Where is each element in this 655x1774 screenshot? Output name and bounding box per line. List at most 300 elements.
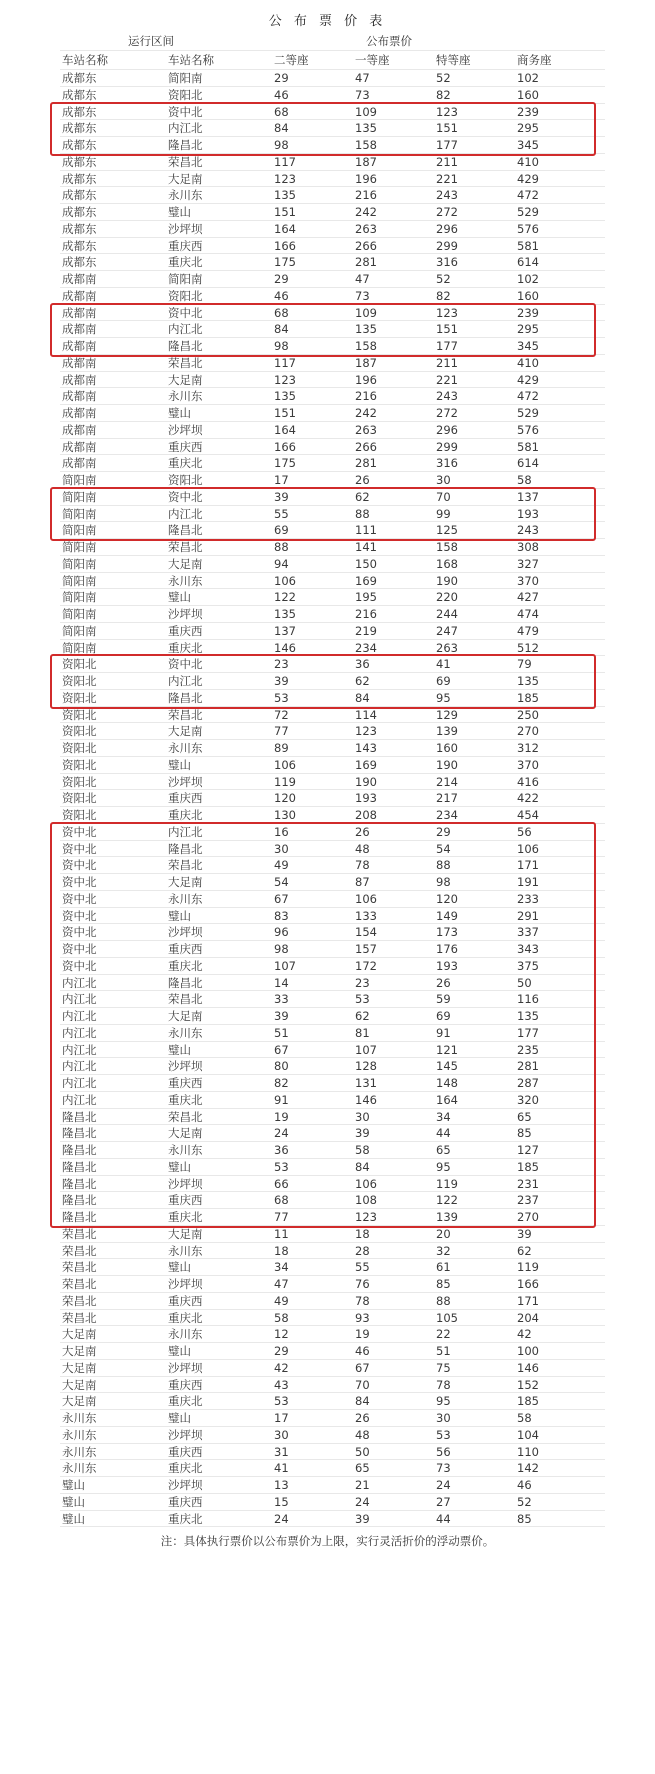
cell-to-station: 重庆西 (168, 439, 203, 454)
cell-premium-class-price: 69 (436, 1009, 451, 1023)
cell-business-class-price: 281 (517, 1059, 539, 1074)
cell-to-station: 重庆西 (168, 942, 203, 956)
cell-first-class-price: 47 (355, 272, 370, 286)
cell-business-class-price: 46 (517, 1478, 532, 1492)
cell-to-station: 永川东 (168, 741, 203, 755)
cell-first-class-price: 84 (355, 690, 370, 705)
cell-first-class-price: 216 (355, 188, 377, 203)
cell-first-class-price: 196 (355, 372, 377, 387)
cell-from-station: 简阳南 (62, 489, 97, 504)
cell-first-class-price: 114 (355, 707, 377, 722)
table-row (60, 171, 605, 188)
cell-second-class-price: 46 (274, 288, 289, 303)
cell-second-class-price: 91 (274, 1092, 289, 1107)
cell-second-class-price: 137 (274, 623, 296, 638)
table-row (60, 723, 605, 740)
table-row (60, 372, 605, 389)
cell-first-class-price: 216 (355, 607, 377, 621)
cell-to-station: 重庆北 (168, 1310, 203, 1325)
cell-second-class-price: 24 (274, 1126, 289, 1141)
cell-first-class-price: 26 (355, 824, 370, 839)
cell-second-class-price: 17 (274, 473, 289, 487)
cell-first-class-price: 65 (355, 1461, 370, 1476)
cell-first-class-price: 47 (355, 71, 370, 85)
cell-first-class-price: 19 (355, 1327, 370, 1342)
cell-from-station: 简阳南 (62, 623, 97, 638)
cell-to-station: 大足南 (168, 1009, 203, 1023)
cell-second-class-price: 53 (274, 690, 289, 705)
cell-second-class-price: 34 (274, 1260, 289, 1275)
cell-premium-class-price: 160 (436, 741, 458, 755)
table-row (60, 1511, 605, 1528)
cell-first-class-price: 281 (355, 255, 377, 270)
table-row (60, 1410, 605, 1427)
table-title: 公 布 票 价 表 (268, 14, 387, 29)
table-row (60, 573, 605, 590)
cell-first-class-price: 58 (355, 1143, 370, 1157)
cell-premium-class-price: 78 (436, 1377, 451, 1392)
cell-to-station: 资阳北 (168, 473, 203, 487)
cell-first-class-price: 84 (355, 1159, 370, 1174)
cell-business-class-price: 337 (517, 925, 539, 940)
cell-business-class-price: 243 (517, 523, 539, 538)
cell-premium-class-price: 70 (436, 489, 451, 504)
cell-from-station: 荣昌北 (62, 1277, 97, 1291)
cell-premium-class-price: 316 (436, 456, 458, 471)
cell-second-class-price: 66 (274, 1176, 289, 1191)
cell-second-class-price: 123 (274, 372, 296, 387)
cell-business-class-price: 193 (517, 506, 539, 521)
cell-business-class-price: 291 (517, 908, 539, 923)
cell-first-class-price: 143 (355, 741, 377, 755)
cell-to-station: 重庆北 (168, 640, 203, 655)
cell-business-class-price: 343 (517, 942, 539, 956)
table-row (60, 422, 605, 439)
cell-to-station: 沙坪坝 (168, 422, 203, 437)
cell-premium-class-price: 164 (436, 1092, 458, 1107)
cell-business-class-price: 581 (517, 439, 539, 454)
cell-second-class-price: 67 (274, 1042, 289, 1057)
cell-business-class-price: 65 (517, 1109, 532, 1124)
cell-first-class-price: 242 (355, 406, 377, 420)
cell-business-class-price: 102 (517, 272, 539, 286)
cell-business-class-price: 204 (517, 1310, 539, 1325)
cell-business-class-price: 250 (517, 707, 539, 722)
cell-business-class-price: 231 (517, 1176, 539, 1191)
cell-to-station: 大足南 (168, 1226, 203, 1241)
cell-second-class-price: 30 (274, 841, 289, 856)
cell-premium-class-price: 32 (436, 1243, 451, 1258)
cell-first-class-price: 109 (355, 305, 377, 320)
cell-second-class-price: 106 (274, 757, 296, 772)
cell-from-station: 资中北 (62, 858, 97, 873)
cell-premium-class-price: 139 (436, 1210, 458, 1224)
cell-from-station: 资中北 (62, 958, 97, 973)
cell-first-class-price: 73 (355, 87, 370, 102)
cell-first-class-price: 28 (355, 1243, 370, 1258)
cell-from-station: 成都东 (62, 238, 97, 253)
cell-first-class-price: 158 (355, 339, 377, 353)
table-row (60, 1326, 605, 1343)
cell-second-class-price: 17 (274, 1411, 289, 1425)
cell-to-station: 重庆西 (168, 1193, 203, 1208)
cell-second-class-price: 88 (274, 540, 289, 554)
cell-second-class-price: 84 (274, 121, 289, 136)
cell-business-class-price: 295 (517, 121, 539, 136)
cell-business-class-price: 85 (517, 1511, 532, 1526)
table-row (60, 388, 605, 405)
cell-to-station: 永川东 (168, 1243, 203, 1258)
col-header-business-class: 商务座 (517, 53, 552, 67)
cell-to-station: 重庆西 (168, 1076, 203, 1090)
cell-second-class-price: 53 (274, 1394, 289, 1409)
cell-to-station: 荣昌北 (168, 355, 203, 370)
cell-to-station: 大足南 (168, 556, 203, 571)
cell-first-class-price: 135 (355, 121, 377, 136)
cell-business-class-price: 152 (517, 1377, 539, 1392)
cell-first-class-price: 30 (355, 1109, 370, 1124)
cell-to-station: 沙坪坝 (168, 1478, 203, 1492)
table-row (60, 1494, 605, 1511)
cell-second-class-price: 107 (274, 958, 296, 973)
cell-from-station: 简阳南 (62, 607, 97, 621)
column-header-row (60, 51, 605, 70)
cell-from-station: 资中北 (62, 942, 97, 956)
cell-premium-class-price: 177 (436, 339, 458, 353)
cell-business-class-price: 529 (517, 205, 539, 219)
cell-to-station: 璧山 (168, 1042, 191, 1057)
cell-second-class-price: 69 (274, 523, 289, 538)
cell-business-class-price: 110 (517, 1444, 539, 1459)
highlight-box (50, 102, 596, 156)
cell-business-class-price: 62 (517, 1243, 532, 1258)
cell-second-class-price: 39 (274, 1009, 289, 1023)
cell-business-class-price: 370 (517, 757, 539, 772)
cell-to-station: 重庆西 (168, 238, 203, 253)
cell-from-station: 隆昌北 (62, 1109, 97, 1124)
cell-from-station: 荣昌北 (62, 1243, 97, 1258)
cell-from-station: 成都南 (62, 272, 97, 286)
cell-business-class-price: 137 (517, 489, 539, 504)
table-row (60, 1377, 605, 1394)
cell-business-class-price: 270 (517, 1210, 539, 1224)
cell-business-class-price: 56 (517, 824, 532, 839)
cell-to-station: 永川东 (168, 1025, 203, 1040)
cell-from-station: 成都东 (62, 138, 97, 152)
cell-premium-class-price: 26 (436, 975, 451, 990)
cell-to-station: 沙坪坝 (168, 1427, 203, 1442)
table-row (60, 589, 605, 606)
cell-business-class-price: 171 (517, 1293, 539, 1308)
cell-business-class-price: 308 (517, 540, 539, 554)
cell-premium-class-price: 221 (436, 372, 458, 387)
cell-first-class-price: 263 (355, 221, 377, 236)
cell-business-class-price: 479 (517, 623, 539, 638)
cell-second-class-price: 14 (274, 975, 289, 990)
cell-from-station: 隆昌北 (62, 1126, 97, 1141)
table-row (60, 1243, 605, 1260)
cell-business-class-price: 472 (517, 389, 539, 404)
cell-first-class-price: 107 (355, 1042, 377, 1057)
cell-from-station: 成都南 (62, 422, 97, 437)
cell-to-station: 重庆北 (168, 958, 203, 973)
cell-second-class-price: 67 (274, 891, 289, 906)
cell-first-class-price: 154 (355, 925, 377, 940)
cell-second-class-price: 120 (274, 791, 296, 806)
cell-second-class-price: 77 (274, 1210, 289, 1224)
cell-second-class-price: 30 (274, 1427, 289, 1442)
cell-second-class-price: 164 (274, 422, 296, 437)
col-header-second-class: 二等座 (274, 53, 309, 67)
cell-premium-class-price: 24 (436, 1478, 451, 1492)
table-row (60, 355, 605, 372)
cell-first-class-price: 39 (355, 1511, 370, 1526)
cell-business-class-price: 191 (517, 875, 539, 889)
cell-premium-class-price: 61 (436, 1260, 451, 1275)
cell-first-class-price: 242 (355, 205, 377, 219)
cell-to-station: 沙坪坝 (168, 1360, 203, 1375)
highlight-box (50, 487, 596, 541)
cell-from-station: 资阳北 (62, 774, 97, 789)
cell-from-station: 永川东 (62, 1427, 97, 1442)
cell-from-station: 简阳南 (62, 556, 97, 571)
table-row (60, 1360, 605, 1377)
cell-to-station: 重庆北 (168, 1461, 203, 1476)
cell-second-class-price: 39 (274, 674, 289, 688)
table-row (60, 204, 605, 221)
cell-second-class-price: 96 (274, 925, 289, 940)
cell-from-station: 内江北 (62, 1042, 97, 1057)
cell-to-station: 沙坪坝 (168, 1176, 203, 1191)
cell-from-station: 璧山 (62, 1478, 85, 1492)
cell-from-station: 成都东 (62, 121, 97, 136)
cell-first-class-price: 128 (355, 1059, 377, 1074)
cell-to-station: 大足南 (168, 1126, 203, 1141)
cell-to-station: 资阳北 (168, 288, 203, 303)
cell-from-station: 资中北 (62, 908, 97, 923)
cell-second-class-price: 98 (274, 138, 289, 152)
table-row (60, 288, 605, 305)
cell-from-station: 内江北 (62, 992, 97, 1007)
cell-to-station: 荣昌北 (168, 540, 203, 554)
table-row (60, 271, 605, 288)
cell-second-class-price: 12 (274, 1327, 289, 1342)
cell-from-station: 资阳北 (62, 657, 97, 672)
cell-second-class-price: 106 (274, 573, 296, 588)
cell-premium-class-price: 168 (436, 556, 458, 571)
cell-to-station: 璧山 (168, 205, 191, 219)
cell-business-class-price: 177 (517, 1025, 539, 1040)
cell-from-station: 成都东 (62, 221, 97, 236)
cell-first-class-price: 106 (355, 1176, 377, 1191)
cell-second-class-price: 98 (274, 942, 289, 956)
cell-first-class-price: 187 (355, 355, 377, 370)
cell-from-station: 资阳北 (62, 808, 97, 822)
cell-business-class-price: 320 (517, 1092, 539, 1107)
cell-to-station: 重庆北 (168, 808, 203, 822)
table-row (60, 455, 605, 472)
cell-premium-class-price: 22 (436, 1327, 451, 1342)
cell-premium-class-price: 151 (436, 322, 458, 337)
cell-business-class-price: 410 (517, 154, 539, 169)
cell-first-class-price: 281 (355, 456, 377, 471)
cell-first-class-price: 24 (355, 1494, 370, 1509)
cell-first-class-price: 46 (355, 1344, 370, 1358)
cell-first-class-price: 108 (355, 1193, 377, 1208)
cell-first-class-price: 109 (355, 104, 377, 119)
cell-second-class-price: 51 (274, 1025, 289, 1040)
table-row (60, 740, 605, 757)
cell-business-class-price: 171 (517, 858, 539, 873)
cell-to-station: 资阳北 (168, 87, 203, 102)
cell-premium-class-price: 247 (436, 623, 458, 638)
cell-first-class-price: 39 (355, 1126, 370, 1141)
cell-premium-class-price: 148 (436, 1076, 458, 1090)
cell-from-station: 大足南 (62, 1327, 97, 1342)
cell-premium-class-price: 177 (436, 138, 458, 152)
cell-first-class-price: 93 (355, 1310, 370, 1325)
cell-second-class-price: 83 (274, 908, 289, 923)
cell-first-class-price: 48 (355, 841, 370, 856)
cell-from-station: 隆昌北 (62, 1176, 97, 1191)
cell-from-station: 简阳南 (62, 540, 97, 554)
cell-to-station: 璧山 (168, 406, 191, 420)
cell-from-station: 内江北 (62, 1025, 97, 1040)
cell-premium-class-price: 211 (436, 154, 458, 169)
cell-premium-class-price: 125 (436, 523, 458, 538)
cell-from-station: 成都东 (62, 171, 97, 186)
cell-to-station: 永川东 (168, 389, 203, 404)
table-row (60, 623, 605, 640)
cell-to-station: 沙坪坝 (168, 925, 203, 940)
cell-to-station: 内江北 (168, 506, 203, 521)
cell-second-class-price: 13 (274, 1478, 289, 1492)
cell-first-class-price: 158 (355, 138, 377, 152)
cell-business-class-price: 287 (517, 1076, 539, 1090)
cell-from-station: 内江北 (62, 1009, 97, 1023)
cell-to-station: 荣昌北 (168, 858, 203, 873)
table-row (60, 221, 605, 238)
cell-first-class-price: 62 (355, 674, 370, 688)
cell-second-class-price: 135 (274, 607, 296, 621)
cell-premium-class-price: 29 (436, 824, 451, 839)
cell-from-station: 璧山 (62, 1494, 85, 1509)
cell-second-class-price: 33 (274, 992, 289, 1007)
cell-from-station: 简阳南 (62, 506, 97, 521)
col-header-premium-class: 特等座 (436, 53, 471, 67)
cell-from-station: 成都南 (62, 305, 97, 320)
cell-second-class-price: 46 (274, 87, 289, 102)
cell-second-class-price: 29 (274, 272, 289, 286)
cell-premium-class-price: 105 (436, 1310, 458, 1325)
cell-premium-class-price: 30 (436, 1411, 451, 1425)
cell-first-class-price: 23 (355, 975, 370, 990)
cell-business-class-price: 295 (517, 322, 539, 337)
cell-business-class-price: 454 (517, 808, 539, 822)
cell-from-station: 简阳南 (62, 523, 97, 538)
highlight-box (50, 303, 596, 357)
cell-from-station: 资阳北 (62, 674, 97, 688)
cell-second-class-price: 117 (274, 355, 296, 370)
cell-first-class-price: 172 (355, 958, 377, 973)
cell-second-class-price: 166 (274, 439, 296, 454)
cell-premium-class-price: 65 (436, 1143, 451, 1157)
cell-business-class-price: 576 (517, 221, 539, 236)
cell-business-class-price: 106 (517, 841, 539, 856)
cell-business-class-price: 102 (517, 71, 539, 85)
cell-business-class-price: 166 (517, 1277, 539, 1291)
cell-second-class-price: 19 (274, 1109, 289, 1124)
cell-to-station: 大足南 (168, 724, 203, 739)
table-row (60, 707, 605, 724)
cell-first-class-price: 263 (355, 422, 377, 437)
cell-to-station: 璧山 (168, 757, 191, 772)
cell-to-station: 璧山 (168, 590, 191, 605)
cell-business-class-price: 345 (517, 138, 539, 152)
cell-to-station: 荣昌北 (168, 992, 203, 1007)
table-row (60, 1310, 605, 1327)
cell-from-station: 简阳南 (62, 590, 97, 605)
cell-business-class-price: 39 (517, 1226, 532, 1241)
cell-premium-class-price: 82 (436, 288, 451, 303)
cell-to-station: 沙坪坝 (168, 1059, 203, 1074)
cell-business-class-price: 576 (517, 422, 539, 437)
cell-business-class-price: 185 (517, 1159, 539, 1174)
cell-from-station: 成都东 (62, 188, 97, 203)
cell-second-class-price: 49 (274, 1293, 289, 1308)
cell-business-class-price: 135 (517, 1009, 539, 1023)
cell-first-class-price: 36 (355, 657, 370, 672)
cell-premium-class-price: 190 (436, 573, 458, 588)
group-header-row (60, 32, 605, 51)
cell-second-class-price: 175 (274, 456, 296, 471)
cell-first-class-price: 21 (355, 1478, 370, 1492)
cell-premium-class-price: 123 (436, 305, 458, 320)
cell-from-station: 大足南 (62, 1377, 97, 1392)
cell-to-station: 隆昌北 (168, 975, 203, 990)
cell-business-class-price: 42 (517, 1327, 532, 1342)
cell-to-station: 简阳南 (168, 71, 203, 85)
cell-to-station: 大足南 (168, 875, 203, 889)
cell-first-class-price: 78 (355, 1293, 370, 1308)
table-row (60, 1393, 605, 1410)
cell-premium-class-price: 272 (436, 406, 458, 420)
cell-to-station: 内江北 (168, 322, 203, 337)
table-row (60, 1259, 605, 1276)
cell-from-station: 资阳北 (62, 707, 97, 722)
cell-business-class-price: 104 (517, 1427, 539, 1442)
cell-business-class-price: 237 (517, 1193, 539, 1208)
cell-from-station: 荣昌北 (62, 1226, 97, 1241)
cell-first-class-price: 234 (355, 640, 377, 655)
cell-first-class-price: 50 (355, 1444, 370, 1459)
cell-to-station: 资中北 (168, 657, 203, 672)
cell-to-station: 资中北 (168, 489, 203, 504)
table-row (60, 87, 605, 104)
cell-business-class-price: 58 (517, 1411, 532, 1425)
cell-to-station: 璧山 (168, 908, 191, 923)
table-row (60, 70, 605, 87)
cell-premium-class-price: 151 (436, 121, 458, 136)
cell-to-station: 隆昌北 (168, 339, 203, 353)
highlight-box (50, 654, 596, 708)
cell-business-class-price: 474 (517, 607, 539, 621)
cell-to-station: 隆昌北 (168, 138, 203, 152)
cell-from-station: 成都南 (62, 439, 97, 454)
cell-second-class-price: 53 (274, 1159, 289, 1174)
cell-to-station: 璧山 (168, 1344, 191, 1358)
cell-first-class-price: 76 (355, 1277, 370, 1291)
